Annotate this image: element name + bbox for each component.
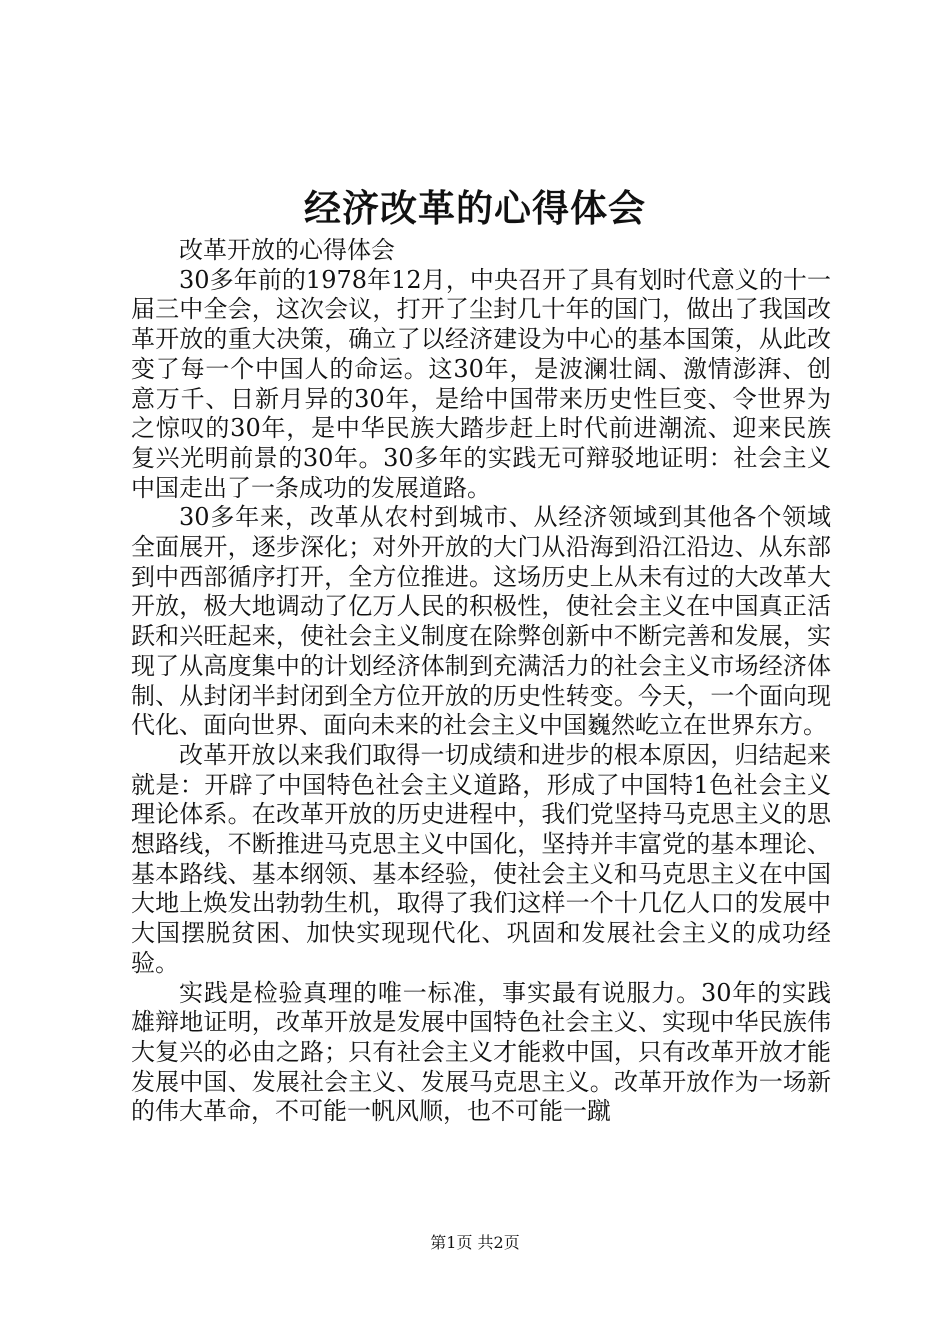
document-body [131,236,831,1127]
paragraph: 实践是检验真理的唯一标准，事实最有说服力。30年的实践雄辩地证明，改革开放是发展中国特色社会主义、实现中华民族伟大复兴的必由之路；只有社会主义才能救中国，只有改革开放才能发展中国、发展社会主义、发展马克思主义。改革开放作为一场新的伟大革命，不可能一帆风顺，也不可能一蹴 [131,978,831,1126]
paragraph: 改革开放以来我们取得一切成绩和进步的根本原因，归结起来就是：开辟了中国特色社会主义道路，形成了中国特1色社会主义理论体系。在改革开放的历史进程中，我们党坚持马克思主义的思想路线，不断推进马克思主义中国化，坚持并丰富党的基本理论、基本路线、基本纲领、基本经验，使社会主义和马克思主义在中国大地上焕发出勃勃生机，取得了我们这样一个十几亿人口的发展中大国摆脱贫困、加快实现现代化、巩固和发展社会主义的成功经验。 [131,740,831,977]
document-title: 经济改革的心得体会 [304,186,646,230]
page-number-footer: 第1页 共2页 [430,1233,520,1252]
paragraph: 改革开放的心得体会 [179,236,395,264]
paragraph: 30多年前的1978年12月，中央召开了具有划时代意义的十一届三中全会，这次会议，打开了尘封几十年的国门，做出了我国改革开放的重大决策，确立了以经济建设为中心的基本国策，从此改变了每一个中国人的命运。这30年，是波澜壮阔、激情澎湃、创意万千、日新月异的30年，是给中国带来历史性巨变、令世界为之惊叹的30年，是中华民族大踏步赶上时代前进潮流、迎来民族复兴光明前景的30年。30多年的实践无可辩驳地证明：社会主义中国走出了一条成功的发展道路。 [131,265,831,502]
paragraph: 30多年来，改革从农村到城市、从经济领域到其他各个领域全面展开，逐步深化；对外开放的大门从沿海到沿江沿边、从东部到中西部循序打开，全方位推进。这场历史上从未有过的大改革大开放，极大地调动了亿万人民的积极性，使社会主义在中国真正活跃和兴旺起来，使社会主义制度在除弊创新中不断完善和发展，实现了从高度集中的计划经济体制到充满活力的社会主义市场经济体制、从封闭半封闭到全方位开放的历史性转变。今天，一个面向现代化、面向世界、面向未来的社会主义中国巍然屹立在世界东方。 [131,503,831,740]
